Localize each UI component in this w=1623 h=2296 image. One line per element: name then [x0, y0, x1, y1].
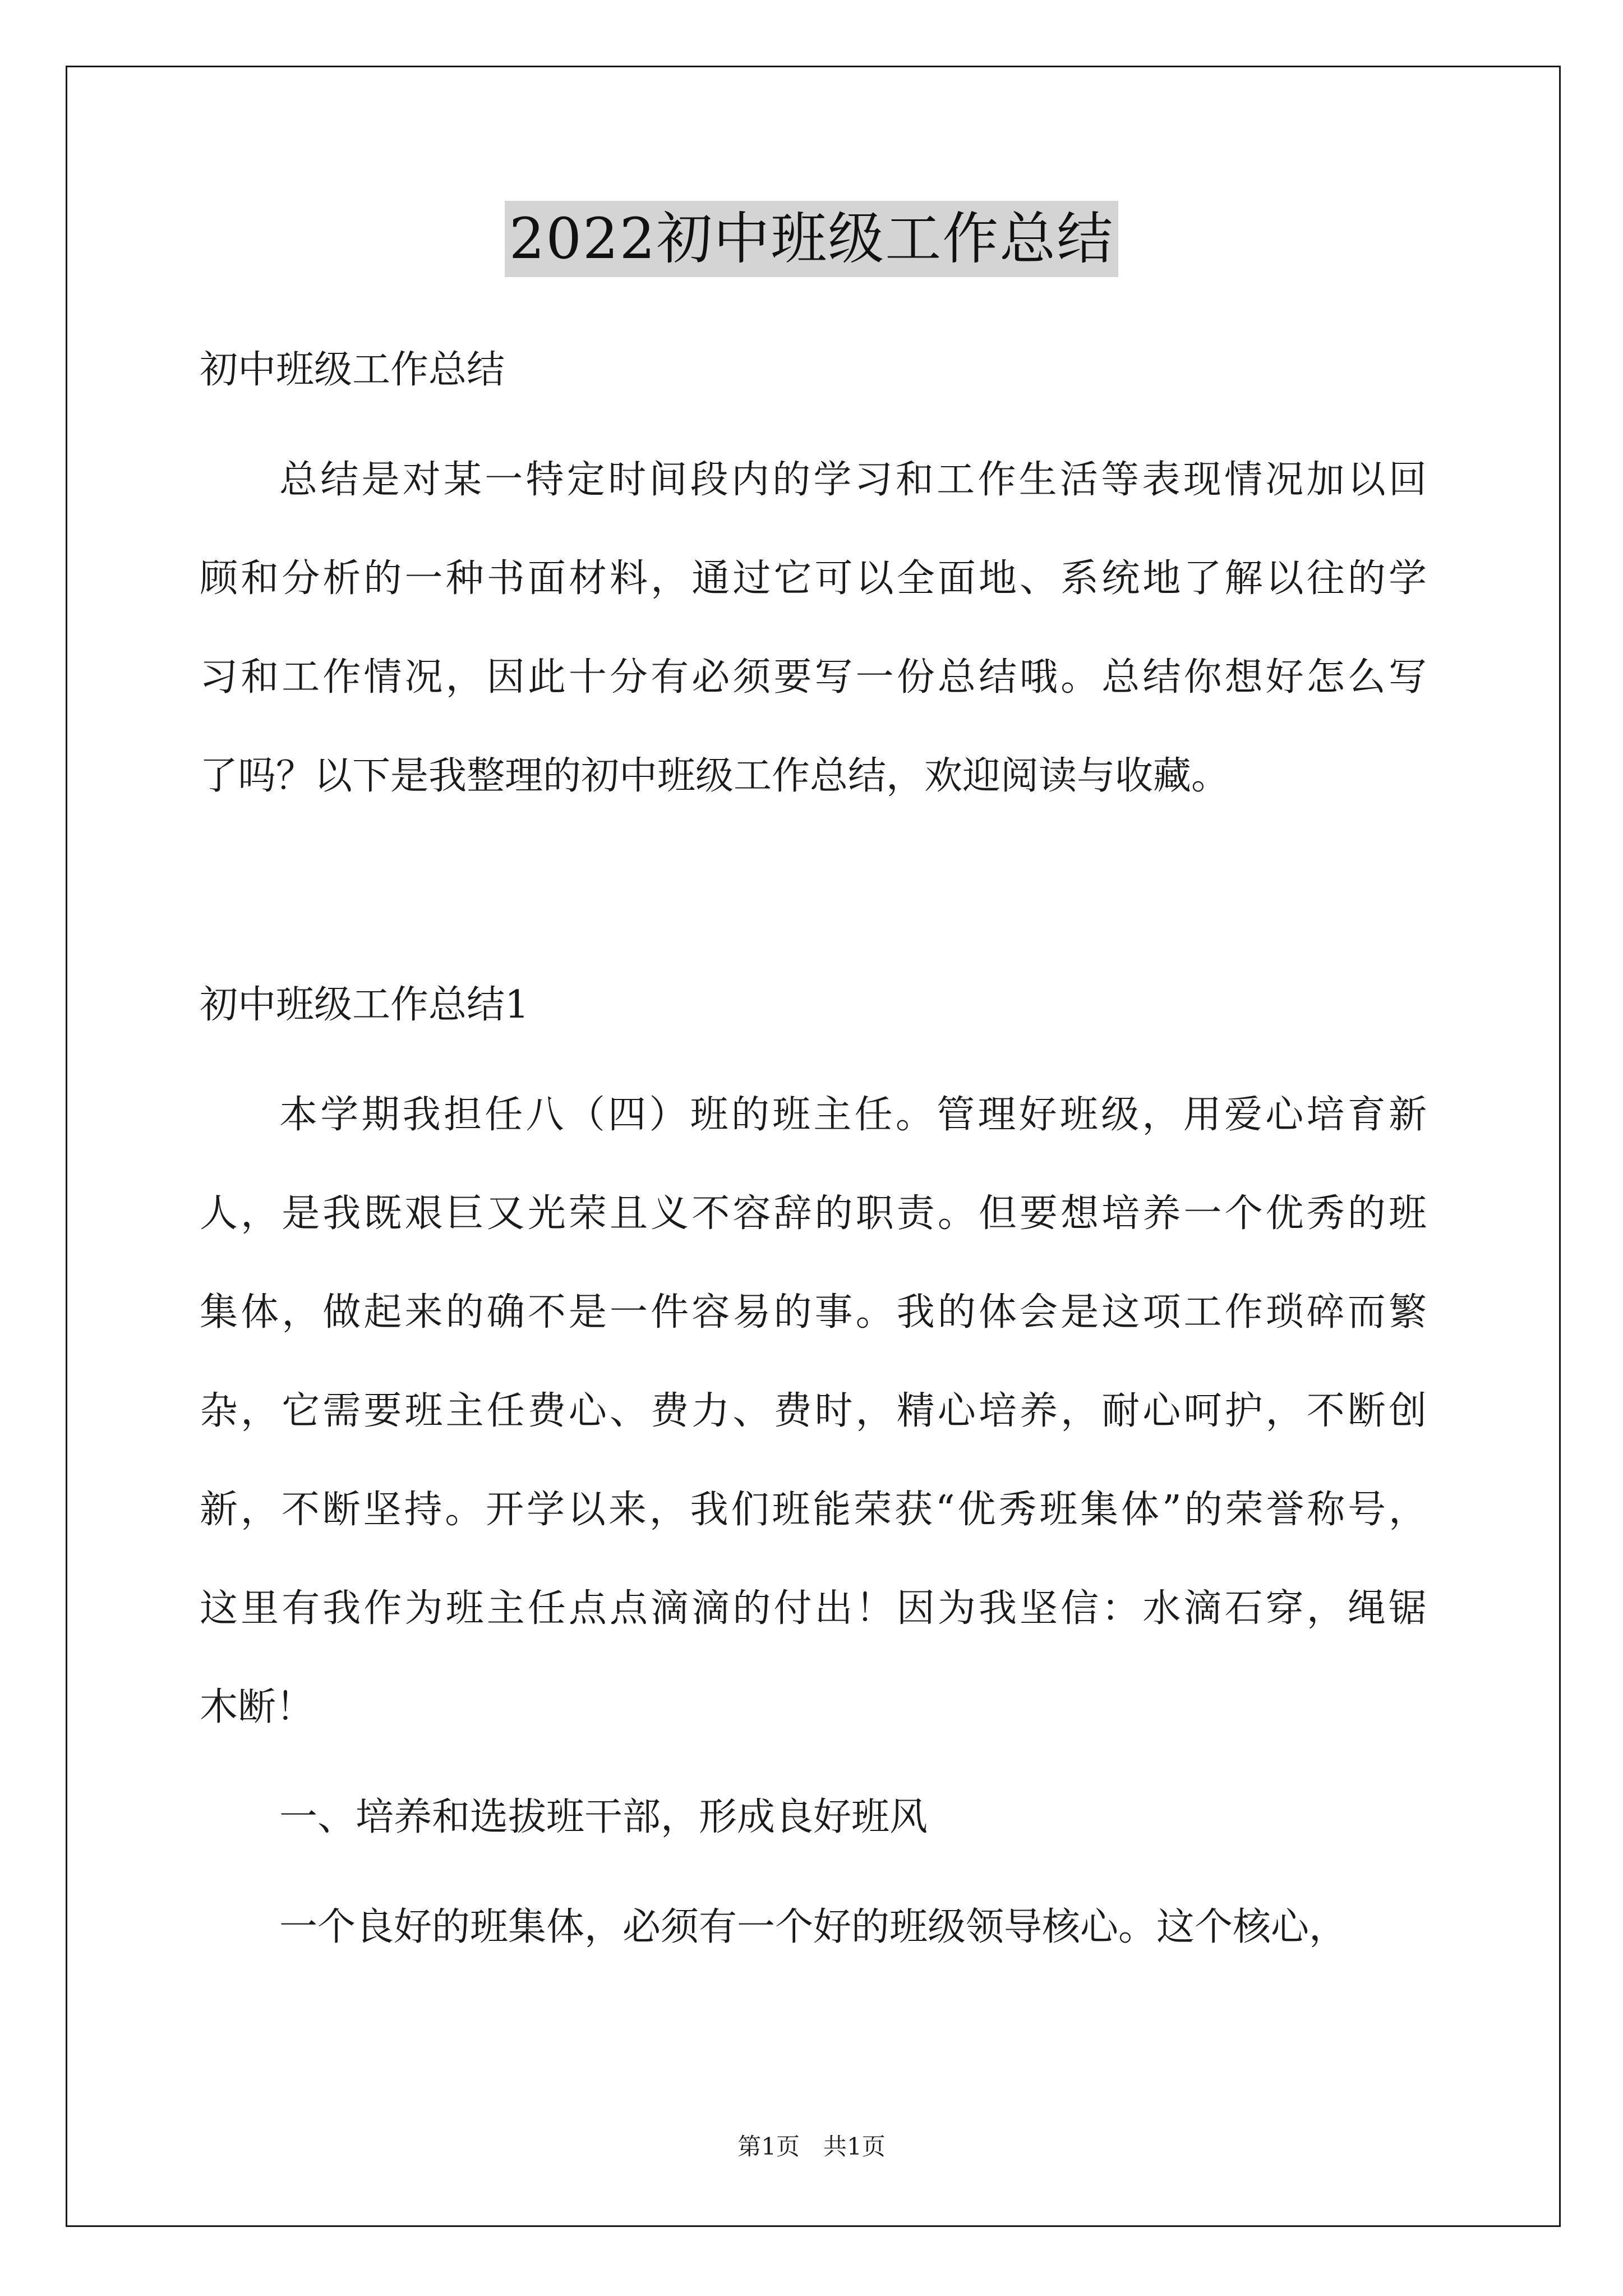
- section1-line: 新，不断坚持。开学以来，我们班能荣获“优秀班集体”的荣誉称号，: [200, 1488, 1427, 1532]
- subheading: 一、培养和选拔班干部，形成良好班风: [279, 1795, 928, 1839]
- section-heading: 初中班级工作总结1: [200, 983, 529, 1027]
- section1-line: 木断！: [200, 1685, 315, 1729]
- paragraph-line: 一个良好的班集体，必须有一个好的班级领导核心。这个核心，: [279, 1905, 1348, 1949]
- section1-line: 杂，它需要班主任费心、费力、费时，精心培养，耐心呵护，不断创: [200, 1389, 1427, 1433]
- section1-line: 集体，做起来的确不是一件容易的事。我的体会是这项工作琐碎而繁: [200, 1290, 1427, 1335]
- intro-paragraph: [200, 458, 1427, 799]
- intro-line: 总结是对某一特定时间段内的学习和工作生活等表现情况加以回: [279, 458, 1427, 502]
- document-body: [200, 314, 1427, 1950]
- section1-line: 这里有我作为班主任点点滴滴的付出！因为我坚信：水滴石穿，绳锯: [200, 1586, 1427, 1631]
- document-title: 2022初中班级工作总结: [505, 201, 1119, 277]
- page-footer: 第1页 共1页: [737, 2133, 886, 2160]
- intro-line: 顾和分析的一种书面材料，通过它可以全面地、系统地了解以往的学: [200, 556, 1427, 601]
- section1-line: 本学期我担任八（四）班的班主任。管理好班级，用爱心培育新: [279, 1093, 1427, 1137]
- intro-line: 习和工作情况，因此十分有必须要写一份总结哦。总结你想好怎么写: [200, 655, 1427, 700]
- title-container: [0, 201, 1623, 277]
- intro-line: 了吗？以下是我整理的初中班级工作总结，欢迎阅读与收藏。: [200, 754, 1230, 798]
- section1-line: 人，是我既艰巨又光荣且义不容辞的职责。但要想培养一个优秀的班: [200, 1191, 1427, 1236]
- document-subtitle: 初中班级工作总结: [200, 348, 505, 392]
- section1-paragraph: [200, 1093, 1427, 1730]
